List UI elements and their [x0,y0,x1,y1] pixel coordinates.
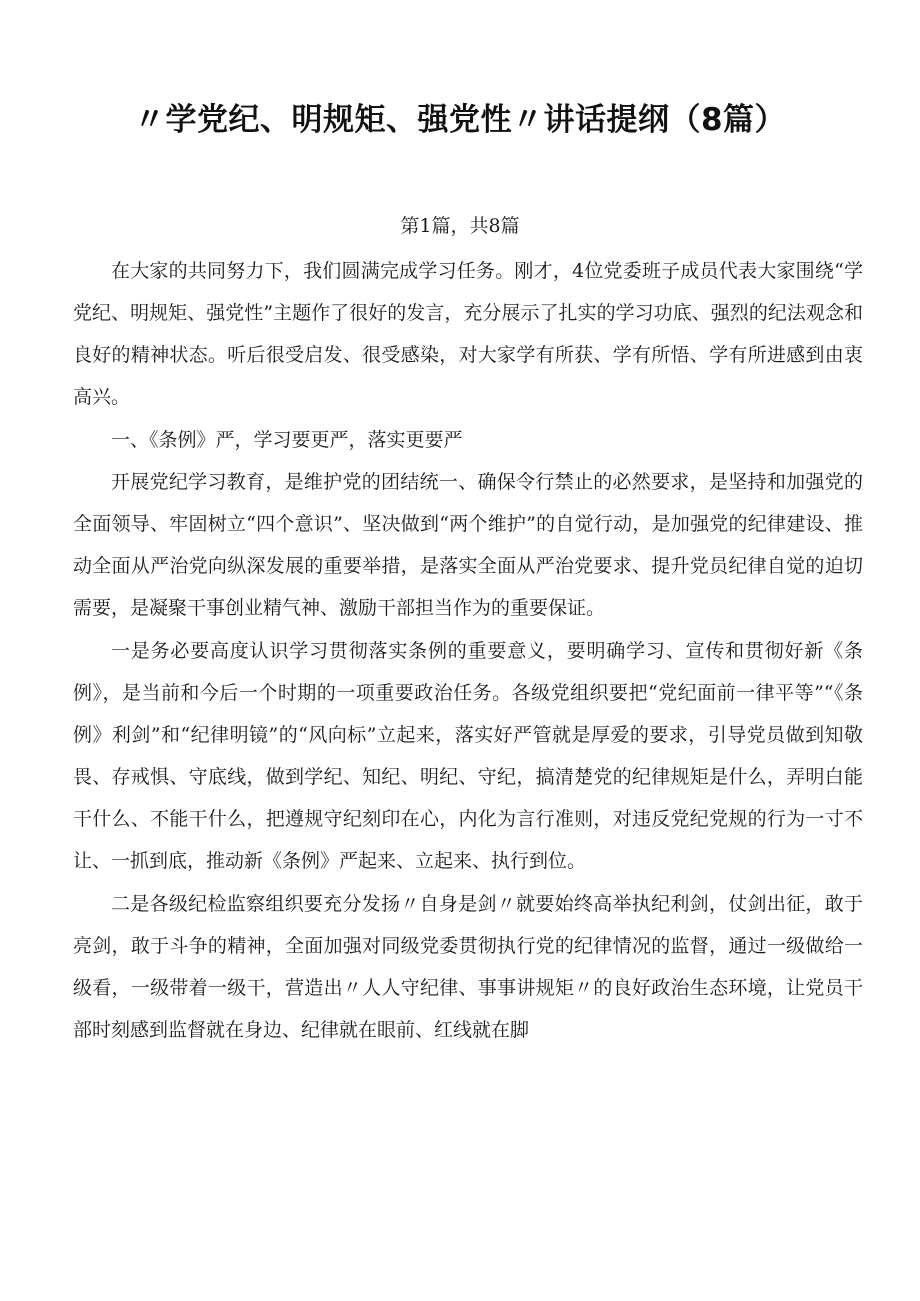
paragraph-point-two: 二是各级纪检监察组织要充分发扬〃自身是剑〃就要始终高举执纪利剑，仗剑出征，敢于亮剑，敢于斗争的精神，全面加强对同级党委贯彻执行党的纪律情况的监督，通过一级做给一级看，一级带着一级干，营造出〃人人守纪律、事事讲规矩〃的良好政治生态环境，让党员干部时刻感到监督就在身边、纪律就在眼前、红线就在脚 [73,893,863,1041]
paragraph-point-one: 一是务必要高度认识学习贯彻落实条例的重要意义，要明确学习、宣传和贯彻好新《条例》，是当前和今后一个时期的一项重要政治任务。各级党组织要把“党纪面前一律平等”“《条例》利剑”和“纪律明镜”的“风向标”立起来，落实好严管就是厚爱的要求，引导党员做到知敬畏、存戒惧、守底线，做到学纪、知纪、明纪、守纪，搞清楚党的纪律规矩是什么，弄明白能干什么、不能干什么，把遵规守纪刻印在心，内化为言行准则，对违反党纪党规的行为一寸不让、一抓到底，推动新《条例》严起来、立起来、执行到位。 [73,640,863,872]
document-subtitle: 第1篇，共8篇 [400,215,520,237]
paragraph-intro: 在大家的共同努力下，我们圆满完成学习任务。刚才，4位党委班子成员代表大家围绕“学党纪、明规矩、强党性”主题作了很好的发言，充分展示了扎实的学习功底、强烈的纪法观念和良好的精神状态。听后很受启发、很受感染，对大家学有所获、学有所悟、学有所进感到由衷高兴。 [73,260,863,408]
document-body [73,250,863,1052]
document-title: 〃学党纪、明规矩、强党性〃讲话提纲（8篇） [133,102,787,138]
section-heading: 一、《条例》严，学习要更严，落实更要严 [111,429,463,451]
paragraph-significance: 开展党纪学习教育，是维护党的团结统一、确保令行禁止的必然要求，是坚持和加强党的全面领导、牢固树立“四个意识”、坚决做到“两个维护”的自觉行动，是加强党的纪律建设、推动全面从严治党向纵深发展的重要举措，是落实全面从严治党要求、提升党员纪律自觉的迫切需要，是凝聚干事创业精气神、激励干部担当作为的重要保证。 [73,471,863,619]
